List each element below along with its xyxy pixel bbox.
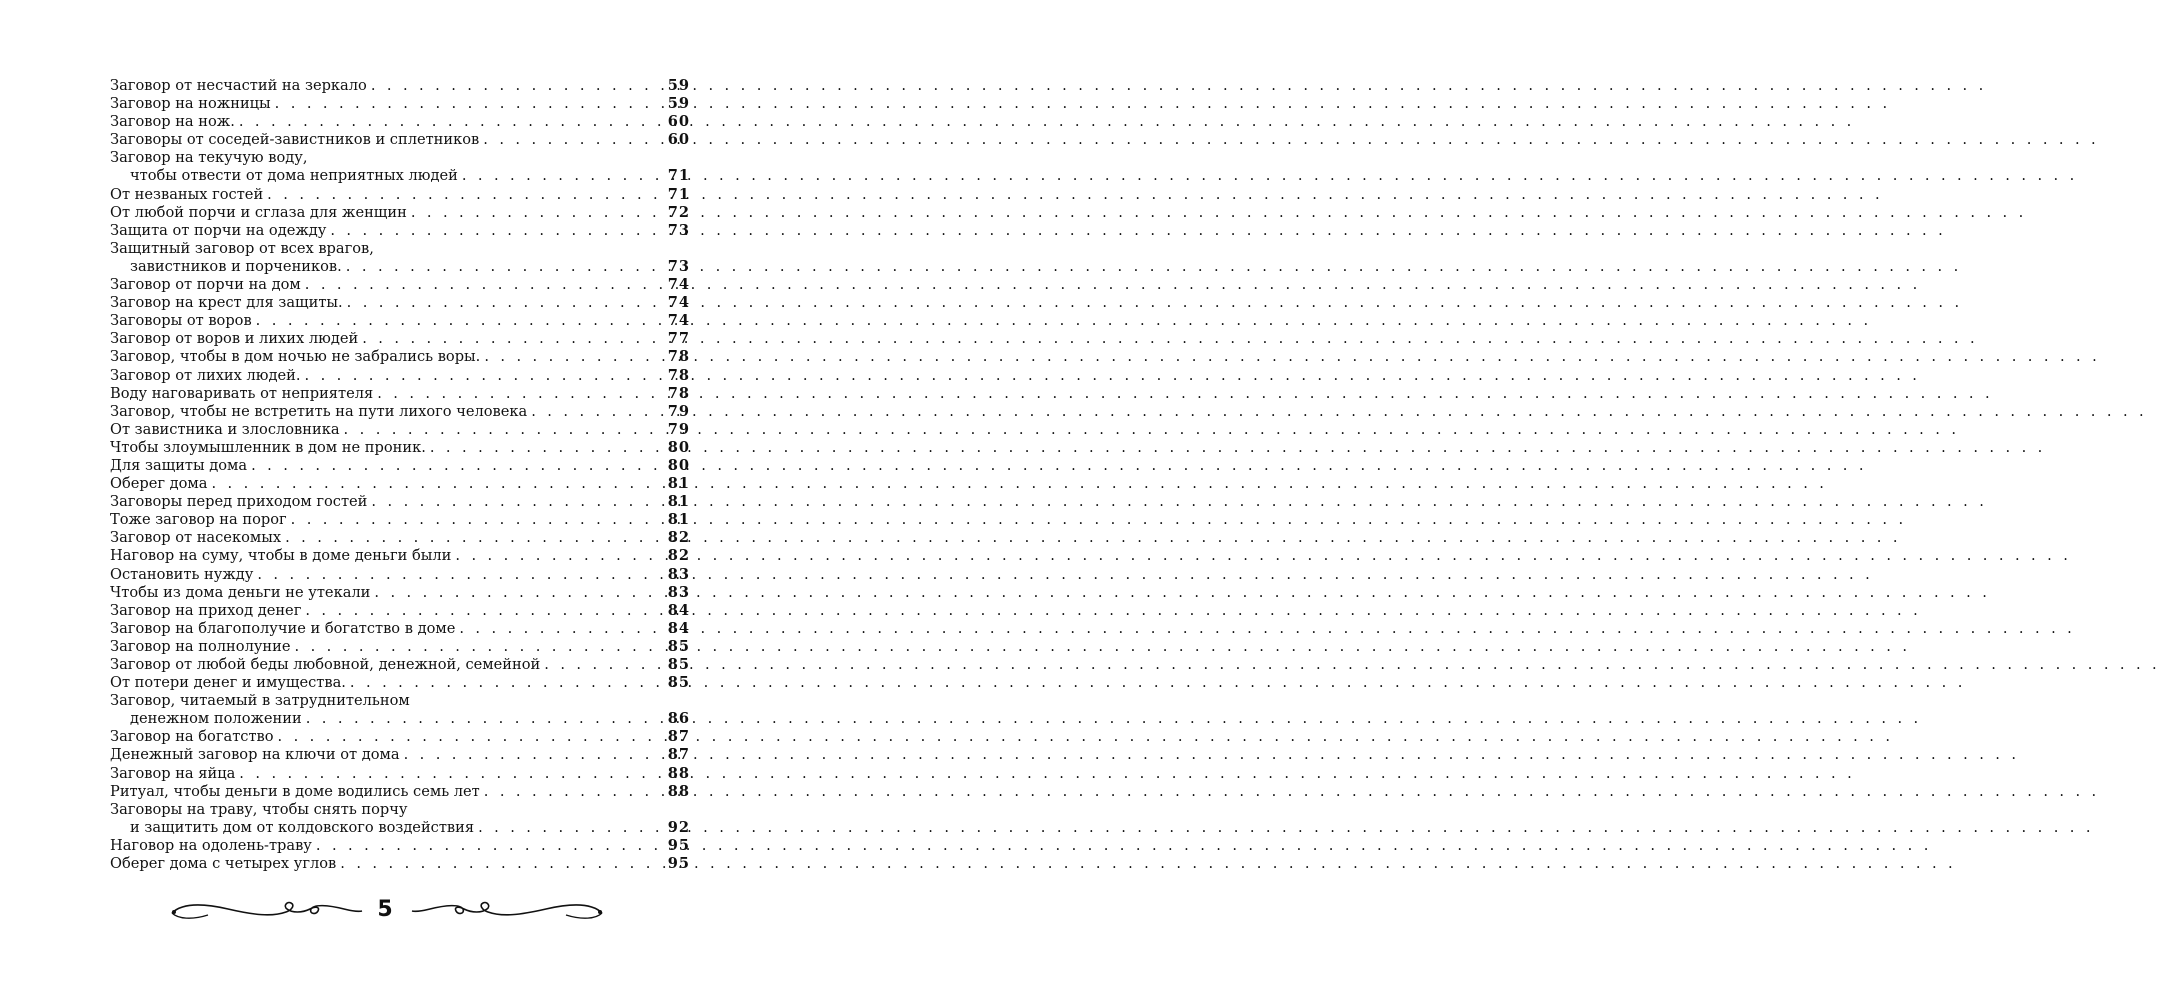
toc-entry[interactable] (110, 457, 690, 475)
toc-entry-line (110, 330, 690, 348)
toc-entry-title: Заговор на крест для защиты. (110, 294, 343, 312)
toc-entry[interactable] (110, 547, 690, 565)
toc-entry-title: Наговор на одолень-траву (110, 836, 312, 854)
toc-entry-line (110, 367, 690, 385)
toc-page-number: 60 (667, 113, 690, 131)
toc-page-number: 87 (667, 728, 690, 746)
toc-entry-title: Защитный заговор от всех врагов, (110, 239, 374, 257)
toc-entry-line (110, 475, 690, 493)
toc-entry-title: Заговор, читаемый в затруднительном (110, 692, 410, 710)
toc-entry-line (110, 222, 690, 240)
toc-entry-title: Заговор от несчастий на зеркало (110, 77, 367, 94)
toc-page-number: 88 (667, 782, 690, 800)
toc-entry-line (110, 240, 690, 258)
toc-entry-line (110, 674, 690, 692)
toc-entry-title: денежном положении (130, 710, 302, 728)
dot-leader (374, 584, 663, 602)
toc-entry-line (110, 710, 690, 728)
toc-entry[interactable] (110, 511, 690, 529)
toc-entry-line (110, 348, 690, 366)
dot-leader (377, 385, 663, 403)
toc-entry-line (110, 457, 690, 475)
toc-entry-title: Для защиты дома (110, 456, 248, 474)
toc-entry-line (110, 765, 690, 783)
dot-leader (291, 511, 664, 529)
toc-entry-title: чтобы отвести от дома неприятных людей (130, 167, 458, 185)
toc-page-number: 81 (667, 511, 690, 529)
toc-entry-line (110, 529, 690, 547)
toc-entry[interactable] (110, 186, 690, 204)
toc-entry-title: Заговоры от соседей-завистников и сплетников (110, 131, 480, 149)
dot-leader (251, 457, 664, 475)
dot-leader (484, 348, 663, 366)
toc-entry-line (110, 566, 690, 584)
page-number: 5 (377, 897, 393, 922)
toc-entry-line (110, 511, 690, 529)
toc-entry-line (110, 692, 690, 710)
toc-page-number: 83 (667, 583, 690, 601)
toc-entry-title: Заговор на нож. (110, 113, 235, 131)
toc-entry-title: Тоже заговор на порог (110, 511, 287, 529)
toc-entry[interactable] (110, 837, 690, 855)
toc-entry[interactable] (110, 348, 690, 366)
toc-page-number: 79 (667, 402, 690, 420)
toc-entry-line (110, 149, 690, 167)
toc-page-number: 87 (667, 746, 690, 764)
toc-page-number: 88 (667, 764, 690, 782)
toc-entry-line (110, 385, 690, 403)
toc-entry[interactable] (110, 240, 690, 276)
toc-entry[interactable] (110, 222, 690, 240)
toc-page-number: 71 (667, 167, 690, 185)
toc-entry-title: и защитить дом от колдовского воздействия (130, 818, 475, 836)
toc-entry-line (110, 620, 690, 638)
toc-entry[interactable] (110, 294, 690, 312)
toc-page-number: 95 (667, 855, 690, 873)
dot-leader (305, 367, 664, 385)
toc-entry[interactable] (110, 204, 690, 222)
dot-leader (295, 638, 664, 656)
toc-entry[interactable] (110, 728, 690, 746)
toc-entry-title: Заговор на приход денег (110, 601, 302, 619)
toc-entry-title: завистников и порчеников. (130, 257, 342, 275)
dot-leader (455, 547, 663, 565)
toc-entry-line (110, 783, 690, 801)
toc-page-number: 71 (667, 185, 690, 203)
toc-entry-line (110, 186, 690, 204)
toc-entry[interactable] (110, 584, 690, 602)
toc-entry[interactable] (110, 330, 690, 348)
toc-entry[interactable] (110, 421, 690, 439)
dot-leader (544, 656, 663, 674)
table-of-contents (110, 77, 690, 873)
toc-page-number: 81 (667, 493, 690, 511)
toc-page-number: 85 (667, 656, 690, 673)
toc-page-number: 73 (667, 221, 690, 239)
dot-leader (531, 403, 663, 421)
toc-entry-title: Заговор от лихих людей. (110, 366, 301, 384)
toc-entry-line (110, 167, 690, 185)
toc-page-number: 92 (667, 818, 690, 836)
dot-leader (306, 710, 664, 728)
toc-entry[interactable] (110, 602, 690, 620)
toc-page-number: 84 (667, 619, 690, 637)
toc-entry[interactable] (110, 566, 690, 584)
toc-entry-line (110, 819, 690, 837)
toc-entry-line (110, 276, 690, 294)
dot-leader (371, 493, 663, 511)
toc-entry[interactable] (110, 783, 690, 801)
toc-entry-line (110, 493, 690, 511)
dot-leader (371, 77, 664, 95)
toc-page-number: 72 (667, 203, 690, 221)
toc-entry-line (110, 602, 690, 620)
toc-entry[interactable] (110, 131, 690, 149)
left-flourish-icon (168, 895, 364, 927)
toc-entry-title: Защита от порчи на одежду (110, 221, 327, 239)
toc-page-number: 77 (667, 330, 690, 348)
toc-entry-title: От любой порчи и сглаза для женщин (110, 203, 407, 221)
toc-entry-title: Заговор от насекомых (110, 529, 282, 547)
toc-entry-line (110, 638, 690, 656)
toc-entry-title: От потери денег и имущества. (110, 674, 346, 692)
toc-entry[interactable] (110, 475, 690, 493)
toc-entry[interactable] (110, 638, 690, 656)
toc-entry-title: Денежный заговор на ключи от дома (110, 746, 400, 764)
toc-entry[interactable] (110, 403, 690, 421)
toc-entry-line (110, 403, 690, 421)
toc-page-number: 83 (667, 565, 690, 583)
toc-page-number: 85 (667, 674, 690, 692)
toc-entry-line (110, 728, 690, 746)
toc-entry[interactable] (110, 95, 690, 113)
toc-entry-title: Заговор на богатство (110, 728, 274, 746)
toc-entry-title: Заговор, чтобы в дом ночью не забрались воры. (110, 348, 481, 366)
toc-entry-line (110, 801, 690, 819)
toc-entry[interactable] (110, 367, 690, 385)
toc-page-number: 82 (667, 529, 690, 547)
toc-entry-title: Наговор на суму, чтобы в доме деньги были (110, 547, 452, 565)
toc-entry[interactable] (110, 529, 690, 547)
toc-entry-line (110, 95, 690, 113)
toc-entry[interactable] (110, 801, 690, 837)
dot-leader (239, 113, 664, 131)
toc-entry[interactable] (110, 312, 690, 330)
toc-entry-title: Чтобы из дома деньги не утекали (110, 583, 371, 601)
toc-entry[interactable] (110, 620, 690, 638)
toc-entry-title: Оберег дома (110, 475, 208, 493)
toc-entry-title: Остановить нужду (110, 565, 254, 583)
dot-leader (305, 276, 664, 294)
toc-entry[interactable] (110, 385, 690, 403)
dot-leader (330, 222, 663, 240)
toc-entry[interactable] (110, 113, 690, 131)
toc-entry-line (110, 656, 690, 674)
toc-entry-line (110, 258, 690, 276)
toc-entry-title: Оберег дома с четырех углов (110, 855, 337, 873)
toc-page-number: 59 (667, 77, 690, 94)
toc-entry-line (110, 547, 690, 565)
toc-page-number: 78 (667, 366, 690, 384)
toc-entry[interactable] (110, 77, 690, 95)
dot-leader (362, 330, 663, 348)
toc-page-number: 78 (667, 348, 690, 366)
dot-leader (267, 186, 664, 204)
dot-leader (239, 765, 663, 783)
toc-entry-line (110, 113, 690, 131)
toc-entry-title: Заговор от воров и лихих людей (110, 330, 359, 348)
toc-entry-line (110, 746, 690, 764)
dot-leader (462, 167, 664, 185)
dot-leader (483, 131, 663, 149)
toc-entry[interactable] (110, 656, 690, 674)
dot-leader (278, 728, 664, 746)
toc-entry-title: Заговор от любой беды любовной, денежной, семейной (110, 656, 541, 673)
toc-entry[interactable] (110, 855, 690, 873)
toc-entry-title: Заговоры перед приходом гостей (110, 493, 368, 511)
toc-page-number: 79 (667, 420, 690, 438)
toc-entry[interactable] (110, 439, 690, 457)
toc-page-number: 60 (667, 131, 690, 149)
dot-leader (346, 258, 664, 276)
dot-leader (256, 312, 664, 330)
toc-page-number: 74 (667, 312, 690, 330)
dot-leader (411, 204, 664, 222)
toc-entry[interactable] (110, 765, 690, 783)
toc-page-number: 73 (667, 257, 690, 275)
toc-page-number: 74 (667, 294, 690, 312)
toc-page-number: 95 (667, 836, 690, 854)
right-flourish-icon (410, 895, 606, 927)
toc-entry-title: Заговор на яйца (110, 764, 236, 782)
toc-entry-line (110, 439, 690, 457)
toc-page-number: 84 (667, 601, 690, 619)
toc-entry-title: Ритуал, чтобы деньги в доме водились семь лет (110, 782, 480, 800)
toc-page-number: 81 (667, 475, 690, 493)
toc-entry-title: Заговор от порчи на дом (110, 276, 301, 294)
dot-leader (344, 421, 664, 439)
toc-entry-title: Заговор на полнолуние (110, 637, 291, 655)
toc-page-number: 74 (667, 276, 690, 294)
dot-leader (484, 783, 664, 801)
toc-entry[interactable] (110, 674, 690, 692)
toc-page-number: 78 (667, 384, 690, 402)
toc-entry-title: Воду наговаривать от неприятеля (110, 384, 374, 402)
toc-entry-line (110, 584, 690, 602)
dot-leader (459, 620, 663, 638)
toc-entry-title: Заговоры на траву, чтобы снять порчу (110, 800, 408, 818)
toc-entry-title: Заговор на текучую воду, (110, 149, 308, 167)
dot-leader (478, 819, 664, 837)
toc-entry-line (110, 837, 690, 855)
toc-entry[interactable] (110, 276, 690, 294)
toc-page-number: 80 (667, 438, 690, 456)
toc-entry-title: Заговор на благополучие и богатство в доме (110, 619, 456, 637)
dot-leader (305, 602, 663, 620)
page-footer (0, 895, 800, 935)
toc-entry-title: Чтобы злоумышленник в дом не проник. (110, 438, 426, 456)
toc-page-number: 82 (667, 547, 690, 565)
toc-entry[interactable] (110, 149, 690, 185)
dot-leader (275, 95, 664, 113)
toc-page-number: 59 (667, 95, 690, 113)
toc-entry[interactable] (110, 493, 690, 511)
toc-entry-line (110, 421, 690, 439)
toc-entry-title: От завистника и злословника (110, 420, 340, 438)
dot-leader (347, 294, 664, 312)
toc-entry[interactable] (110, 692, 690, 728)
toc-entry-line (110, 312, 690, 330)
dot-leader (257, 566, 663, 584)
dot-leader (285, 529, 664, 547)
toc-entry-title: Заговор, чтобы не встретить на пути лихого человека (110, 402, 528, 420)
toc-entry-title: Заговоры от воров (110, 312, 252, 330)
toc-entry-line (110, 294, 690, 312)
toc-entry-line (110, 855, 690, 873)
toc-entry-line (110, 131, 690, 149)
toc-page-number: 80 (667, 456, 690, 474)
dot-leader (430, 439, 664, 457)
toc-page-number: 85 (667, 637, 690, 655)
dot-leader (316, 837, 664, 855)
toc-entry-title: Заговор на ножницы (110, 95, 271, 113)
dot-leader (350, 674, 664, 692)
toc-page-number: 86 (667, 710, 690, 728)
dot-leader (404, 746, 664, 764)
dot-leader (340, 855, 663, 873)
dot-leader (211, 475, 663, 493)
toc-entry[interactable] (110, 746, 690, 764)
toc-entry-line (110, 77, 690, 95)
toc-entry-line (110, 204, 690, 222)
toc-entry-title: От незваных гостей (110, 185, 264, 203)
